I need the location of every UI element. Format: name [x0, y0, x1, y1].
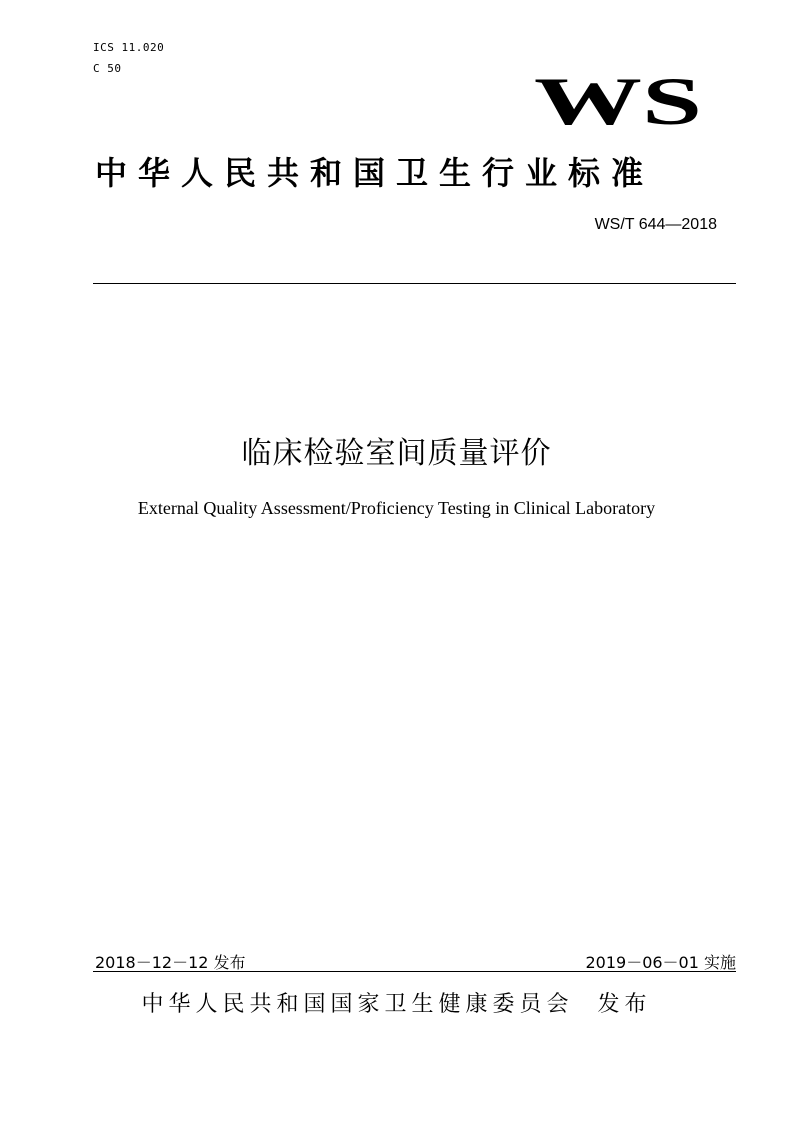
- document-title: 临床检验室间质量评价: [241, 436, 552, 471]
- standard-number: WS/T 644—2018: [594, 216, 717, 233]
- standard-type-title: 中华人民共和国卫生行业标准: [95, 154, 655, 192]
- bottom-divider: [93, 971, 736, 972]
- ics-code: ICS 11.020: [93, 41, 165, 54]
- top-divider: [93, 283, 736, 284]
- issue-date: 2018－12－12 发布: [95, 953, 246, 972]
- ws-logo: [528, 56, 708, 146]
- ccs-code: C 50: [93, 62, 122, 75]
- issuing-authority: 中华人民共和国国家卫生健康委员会 发布: [141, 992, 652, 1017]
- ws-logo-text: WS: [534, 63, 702, 139]
- document-subtitle: External Quality Assessment/Proficiency Testing in Clinical Laboratory: [137, 498, 656, 518]
- implementation-date: 2019－06－01 实施: [585, 953, 736, 972]
